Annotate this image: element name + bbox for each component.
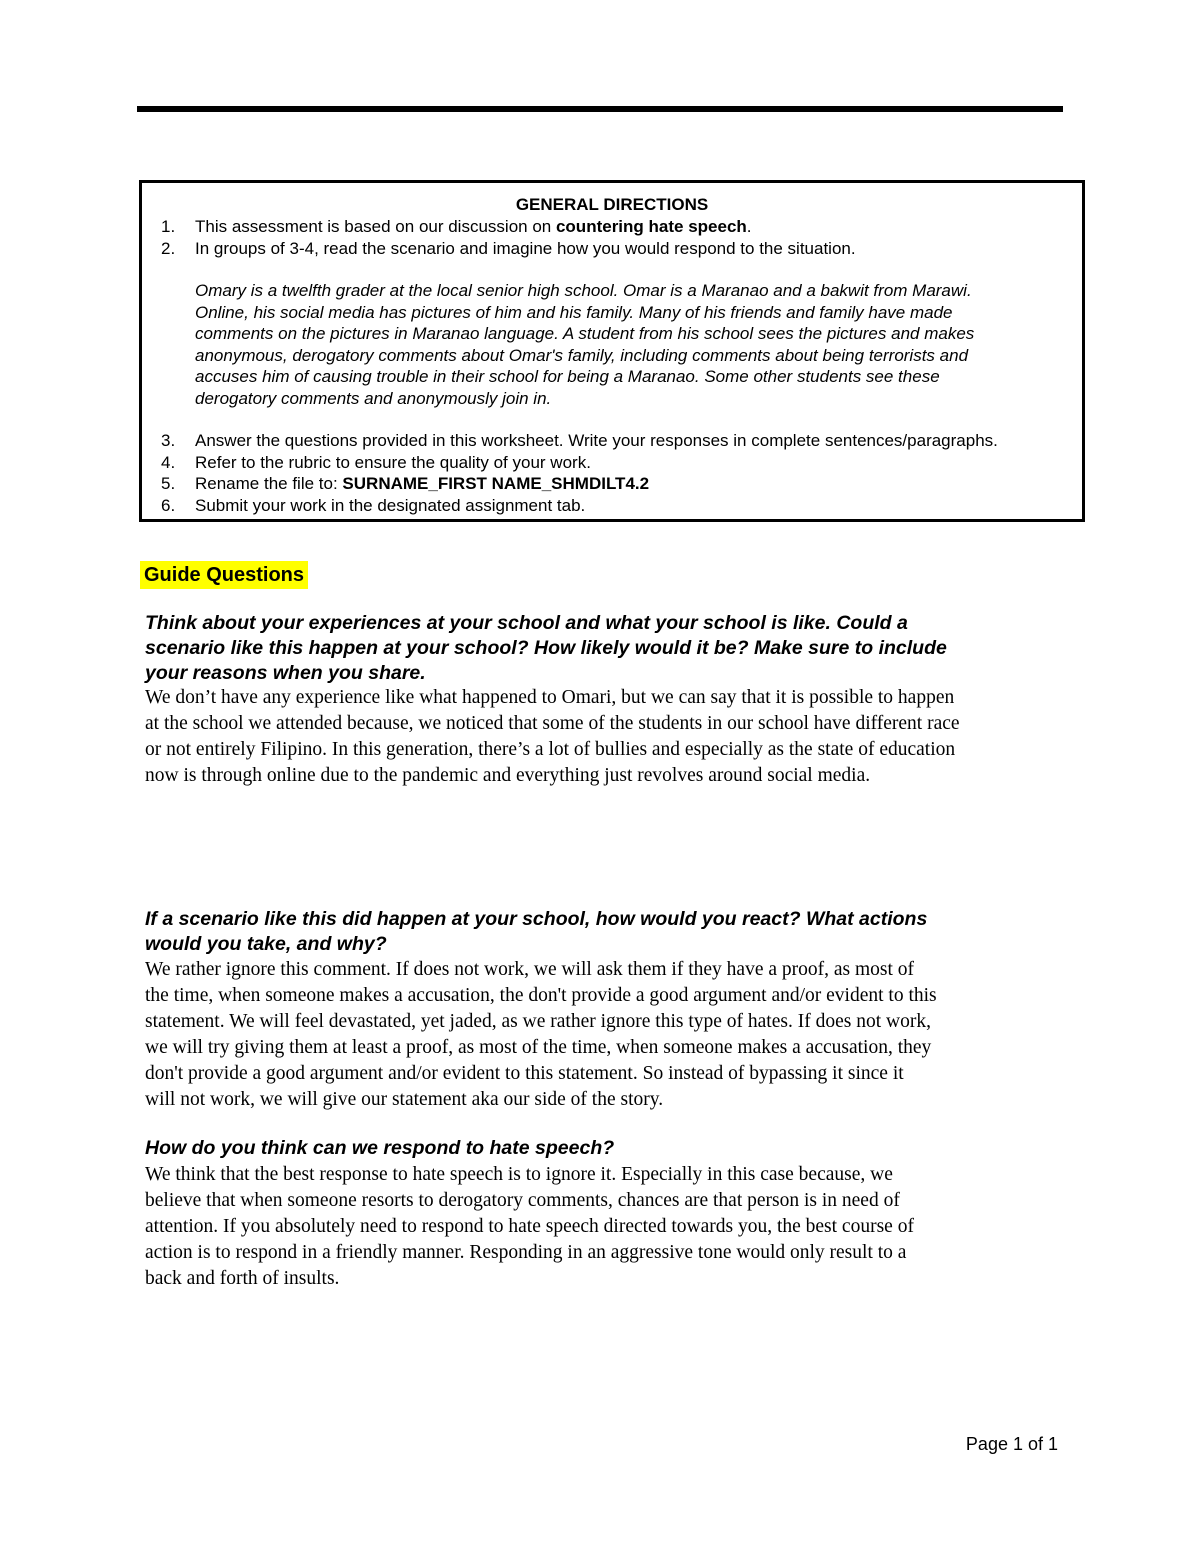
direction-text: Answer the questions provided in this worksheet. Write your responses in complete sentences/paragraphs. (195, 431, 998, 450)
scenario-line: Online, his social media has pictures of him and his family. Many of his friends and family have made (195, 302, 953, 322)
directions-title: GENERAL DIRECTIONS (515, 195, 709, 214)
answer-line: at the school we attended because, we noticed that some of the students in our school have different race (145, 713, 960, 734)
general-directions-box (139, 180, 1085, 522)
question-line: How do you think can we respond to hate speech? (145, 1137, 615, 1159)
direction-text: Refer to the rubric to ensure the quality of your work. (195, 452, 591, 472)
header-rule (137, 106, 1063, 112)
direction-number: 6. (161, 495, 176, 515)
scenario-line: comments on the pictures in Maranao language. A student from his school sees the pictures and makes (195, 324, 975, 343)
answer-line: now is through online due to the pandemic and everything just revolves around social media. (145, 765, 871, 786)
question-1 (145, 611, 947, 686)
direction-text: This assessment is based on our discussion on (195, 217, 556, 236)
direction-bold-text: SURNAME_FIRST NAME_SHMDILT4.2 (342, 474, 650, 493)
scenario-line: derogatory comments and anonymously join in. (195, 388, 552, 408)
direction-number: 4. (161, 452, 176, 472)
direction-text: In groups of 3-4, read the scenario and imagine how you would respond to the situation. (195, 238, 856, 258)
scenario-line: accuses him of causing trouble in their school for being a Maranao. Some other students see these (195, 367, 940, 386)
direction-number: 1. (161, 217, 176, 236)
direction-item-5 (161, 473, 1081, 495)
answer-line: or not entirely Filipino. In this generation, there’s a lot of bullies and especially as the state of education (145, 739, 956, 760)
guide-questions-heading: Guide Questions (140, 561, 308, 589)
direction-item-6 (161, 495, 1081, 517)
direction-item-3 (161, 430, 1081, 452)
question-line: scenario like this happen at your school? How likely would it be? Make sure to include (145, 637, 947, 659)
direction-number: 5. (161, 474, 176, 493)
scenario-line: Omary is a twelfth grader at the local senior high school. Omar is a Maranao and a bakwit from Marawi. (195, 281, 972, 300)
page-number: Page 1 of 1 (965, 1434, 1058, 1454)
answer-line: the time, when someone makes a accusation, the don't provide a good argument and/or evident to this (145, 985, 937, 1006)
answer-line: We rather ignore this comment. If does not work, we will ask them if they have a proof, as most of (145, 959, 915, 980)
answer-line: will not work, we will give our statement aka our side of the story. (145, 1089, 664, 1110)
answer-line: We don’t have any experience like what happened to Omari, but we can say that it is possible to happen (145, 687, 955, 708)
direction-text: Rename the file to: (195, 474, 343, 493)
question-line: If a scenario like this did happen at your school, how would you react? What actions (145, 908, 928, 930)
answer-line: action is to respond in a friendly manner. Responding in an aggressive tone would only result to a (145, 1242, 907, 1263)
question-line: would you take, and why? (145, 933, 387, 955)
answer-1 (145, 685, 960, 789)
answer-line: statement. We will feel devastated, yet jaded, as we rather ignore this type of hates. If does not work, (145, 1011, 931, 1032)
direction-bold-text: countering hate speech (555, 217, 747, 236)
question-2 (145, 907, 927, 957)
question-line: Think about your experiences at your school and what your school is like. Could a (145, 612, 908, 634)
answer-2 (145, 957, 937, 1113)
direction-item-2 (161, 238, 1081, 260)
answer-line: back and forth of insults. (145, 1268, 340, 1289)
direction-number: 2. (161, 238, 176, 258)
answer-line: we will try giving them at least a proof, as most of the time, when someone makes a accusation, they (145, 1037, 932, 1058)
question-line: your reasons when you share. (145, 662, 426, 684)
direction-item-4 (161, 452, 1081, 474)
direction-item-1 (161, 216, 1081, 238)
answer-3 (145, 1162, 914, 1292)
direction-text: Submit your work in the designated assignment tab. (195, 495, 586, 515)
scenario-line: anonymous, derogatory comments about Omar's family, including comments about being terrorists and (195, 345, 969, 365)
direction-text-end: . (746, 217, 752, 236)
answer-line: We think that the best response to hate speech is to ignore it. Especially in this case because, we (145, 1164, 893, 1185)
answer-line: attention. If you absolutely need to respond to hate speech directed towards you, the best course of (145, 1216, 914, 1237)
answer-line: believe that when someone resorts to derogatory comments, chances are that person is in need of (145, 1190, 900, 1211)
directions-list (161, 216, 1081, 516)
scenario-text (161, 280, 1081, 409)
answer-line: don't provide a good argument and/or evident to this statement. So instead of bypassing it since it (145, 1063, 904, 1084)
question-3 (145, 1136, 614, 1161)
direction-number: 3. (161, 431, 176, 450)
